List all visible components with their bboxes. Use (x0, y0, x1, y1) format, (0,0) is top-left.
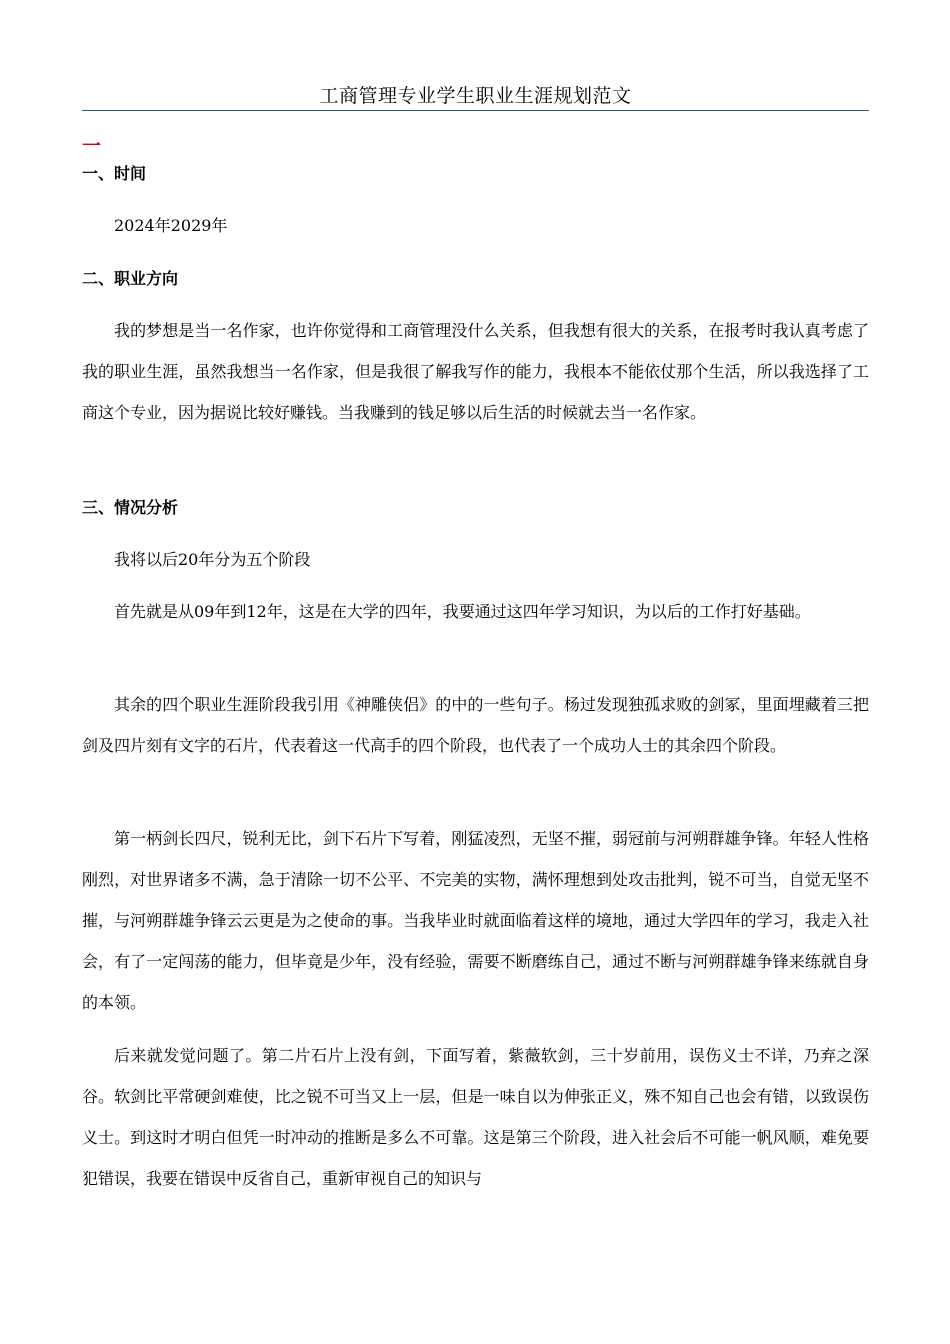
part-mark: 一 (82, 135, 102, 157)
document-title: 工商管理专业学生职业生涯规划范文 (319, 85, 632, 107)
paragraph-first-sword: 第一柄剑长四尺，锐利无比，剑下石片下写着，刚猛凌烈，无坚不摧，弱冠前与河朔群雄争锋。年轻人性格刚烈，对世界诸多不满，急于清除一切不公平、不完美的实物，满怀理想到处攻击批判，锐不可当，自觉无坚不摧，与河朔群雄争锋云云更是为之使命的事。当我毕业时就面临着这样的境地，通过大学四年的学习，我走入社会，有了一定闯荡的能力，但毕竟是少年，没有经验，需要不断磨练自己，通过不断与河朔群雄争锋来练就自身的本领。 (82, 829, 869, 1012)
paragraph-five-stages: 我将以后20年分为五个阶段 (114, 550, 311, 569)
paragraph-time-range: 2024年2029年 (114, 216, 228, 235)
paragraph-college-years: 首先就是从09年到12年，这是在大学的四年，我要通过这四年学习知识，为以后的工作打好基础。 (114, 602, 811, 621)
section-heading-career-direction: 二、职业方向 (82, 269, 179, 288)
paragraph-second-stone: 后来就发觉问题了。第二片石片上没有剑，下面写着，紫薇软剑，三十岁前用，误伤义士不详，乃弃之深谷。软剑比平常硬剑难使，比之锐不可当又上一层，但是一味自以为伸张正义，殊不知自己也会有错，以致误伤义士。到这时才明白但凭一时冲动的推断是多么不可靠。这是第三个阶段，进入社会后不可能一帆风顺，难免要犯错误，我要在错误中反省自己，重新审视自己的知识与 (82, 1046, 869, 1188)
paragraph-career-direction: 我的梦想是当一名作家，也许你觉得和工商管理没什么关系，但我想有很大的关系，在报考时我认真考虑了我的职业生涯，虽然我想当一名作家，但是我很了解我写作的能力，我根本不能依仗那个生活，所以我选择了工商这个专业，因为据说比较好赚钱。当我赚到的钱足够以后生活的时候就去当一名作家。 (82, 321, 869, 422)
title-underline (82, 110, 869, 111)
paragraph-sword-tomb: 其余的四个职业生涯阶段我引用《神雕侠侣》的中的一些句子。杨过发现独孤求败的剑冢，里面埋藏着三把剑及四片刻有文字的石片，代表着这一代高手的四个阶段，也代表了一个成功人士的其余四个阶段。 (82, 695, 869, 755)
section-heading-situation-analysis: 三、情况分析 (82, 498, 179, 517)
section-heading-time: 一、时间 (82, 164, 147, 183)
